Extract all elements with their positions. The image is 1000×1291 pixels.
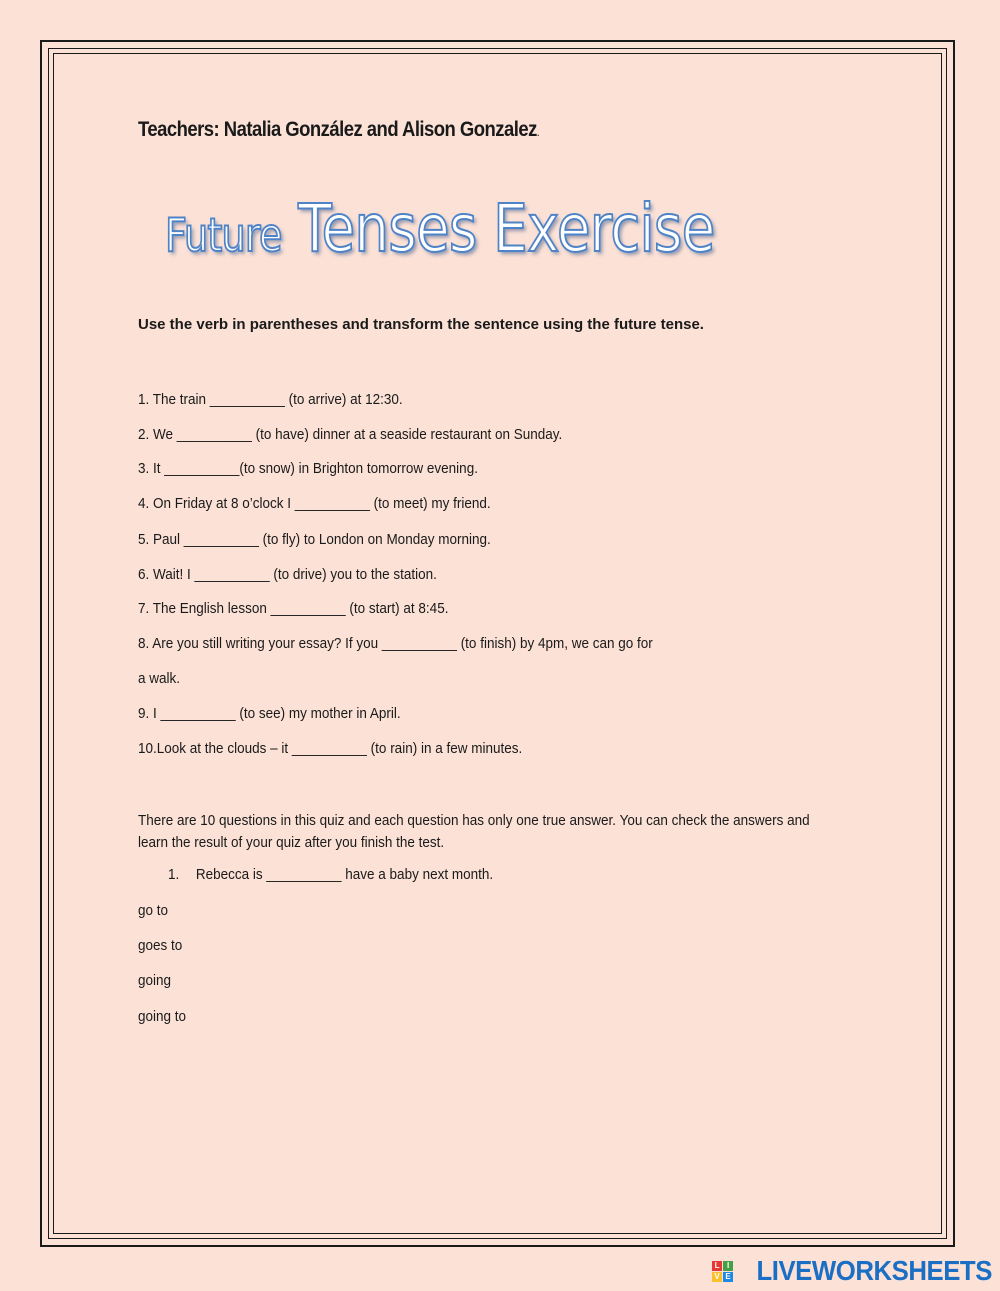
logo-letter-i: I (723, 1261, 733, 1271)
question-4: 4. On Friday at 8 o’clock I __________ (to meet) my friend. (138, 495, 491, 512)
question-6: 6. Wait! I __________ (to drive) you to the station. (138, 566, 437, 583)
question-3: 3. It __________(to snow) in Brighton tomorrow evening. (138, 460, 478, 477)
question-9: 9. I __________ (to see) my mother in April. (138, 705, 401, 722)
question-5: 5. Paul __________ (to fly) to London on Monday morning. (138, 531, 491, 548)
question-2: 2. We __________ (to have) dinner at a seaside restaurant on Sunday. (138, 426, 563, 443)
question-10: 10.Look at the clouds – it __________ (to rain) in a few minutes. (138, 740, 523, 757)
quiz-question-1 (168, 866, 493, 883)
quiz-intro: There are 10 questions in this quiz and each question has only one true answer. You can check the answers and learn the result of your quiz after you finish the test. (138, 812, 810, 851)
instruction-text: Use the verb in parentheses and transform the sentence using the future tense. (138, 316, 704, 333)
quiz-option-1[interactable]: go to (138, 902, 169, 919)
logo-letter-e: E (723, 1272, 733, 1282)
title-word-tenses: Tenses (298, 190, 477, 267)
question-8-continued: a walk. (138, 670, 181, 687)
liveworksheets-logo-icon (712, 1261, 733, 1282)
page-title (165, 190, 721, 282)
quiz-option-2[interactable]: goes to (138, 937, 183, 954)
liveworksheets-brand[interactable] (712, 1255, 992, 1287)
question-7: 7. The English lesson __________ (to start) at 8:45. (138, 600, 449, 617)
brand-name: LIVEWORKSHEETS (756, 1255, 992, 1286)
teachers-heading (138, 118, 539, 142)
quiz-option-3[interactable]: going (138, 972, 172, 989)
logo-letter-v: V (712, 1272, 722, 1282)
logo-letter-l: L (712, 1261, 722, 1271)
teachers-dot: . (536, 125, 540, 139)
question-8: 8. Are you still writing your essay? If you __________ (to finish) by 4pm, we can go for (138, 635, 653, 652)
teachers-text: Teachers: Natalia González and Alison Gonzalez (138, 118, 537, 141)
quiz-question-number: 1. (168, 866, 180, 883)
question-1: 1. The train __________ (to arrive) at 12:30. (138, 391, 403, 408)
title-word-exercise: Exercise (493, 190, 715, 267)
title-word-future: Future (165, 208, 282, 262)
quiz-option-4[interactable]: going to (138, 1008, 187, 1025)
quiz-question-text: Rebecca is __________ have a baby next month. (195, 866, 494, 883)
